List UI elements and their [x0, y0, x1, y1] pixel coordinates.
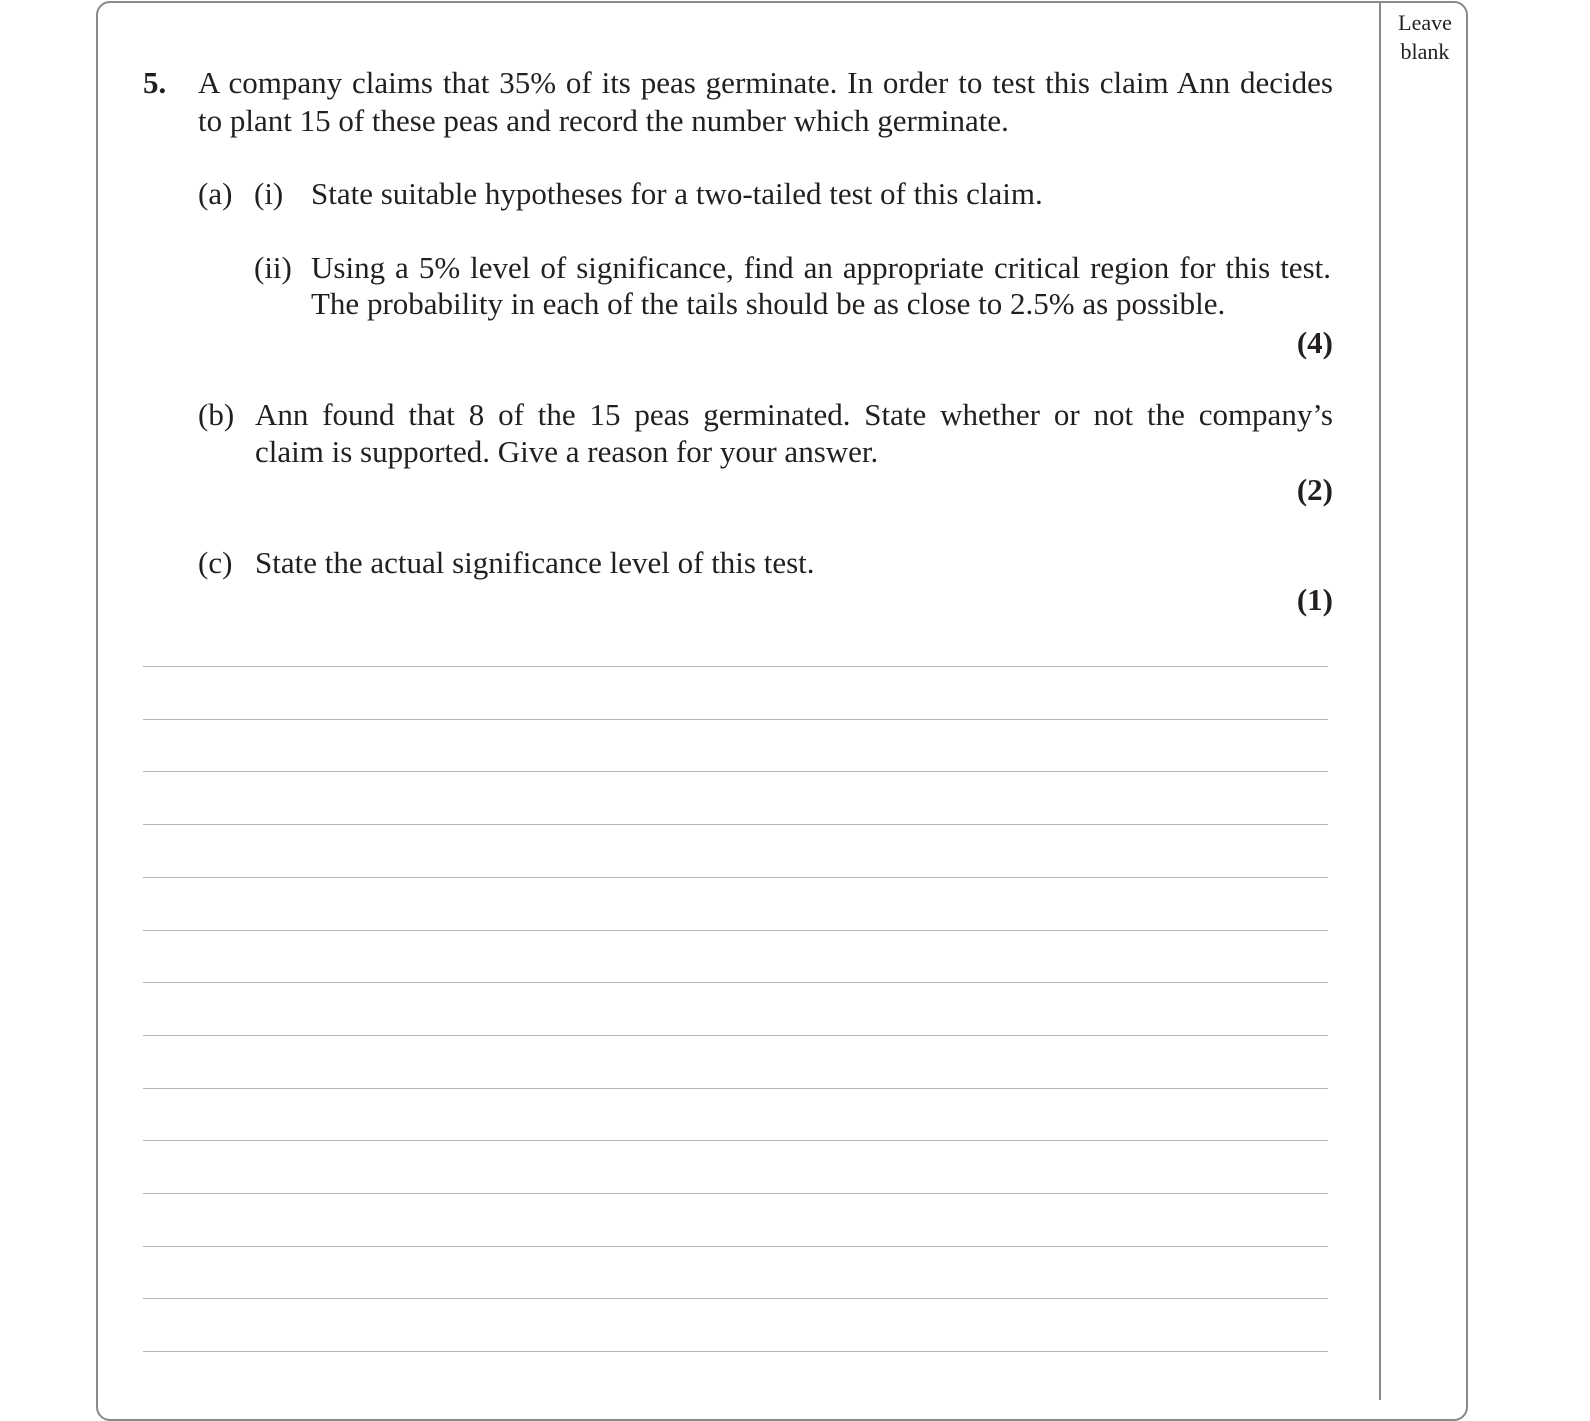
part-c-label: (c) [198, 545, 233, 580]
answer-line[interactable] [143, 1351, 1328, 1352]
answer-line[interactable] [143, 877, 1328, 878]
answer-line[interactable] [143, 719, 1328, 720]
question-number: 5. [143, 65, 167, 100]
question-intro-line1: A company claims that 35% of its peas germinate. In order to test this claim Ann decides [198, 65, 1333, 100]
answer-line[interactable] [143, 930, 1328, 931]
answer-line[interactable] [143, 1246, 1328, 1247]
answer-line[interactable] [143, 1035, 1328, 1036]
leave-blank-line1: Leave [1398, 10, 1452, 35]
answer-line[interactable] [143, 824, 1328, 825]
answer-line[interactable] [143, 1298, 1328, 1299]
part-c-marks: (1) [1296, 582, 1333, 617]
part-a-i-label: (i) [254, 176, 284, 211]
part-b-marks: (2) [1296, 472, 1333, 507]
margin-divider [1379, 2, 1381, 1400]
answer-line[interactable] [143, 982, 1328, 983]
part-a-ii-line2: The probability in each of the tails should be as close to 2.5% as possible. [311, 286, 1226, 321]
answer-line[interactable] [143, 771, 1328, 772]
part-b-line1: Ann found that 8 of the 15 peas germinated. State whether or not the company’s [255, 397, 1333, 432]
question-frame [96, 1, 1468, 1421]
question-intro-line2: to plant 15 of these peas and record the number which germinate. [198, 103, 1009, 138]
answer-line[interactable] [143, 1088, 1328, 1089]
part-a-ii-label: (ii) [254, 250, 292, 285]
part-a-ii-line1: Using a 5% level of significance, find an appropriate critical region for this test. [311, 250, 1331, 285]
part-a-label: (a) [198, 176, 233, 211]
answer-line[interactable] [143, 666, 1328, 667]
part-b-line2: claim is supported. Give a reason for your answer. [255, 434, 879, 469]
answer-line[interactable] [143, 1193, 1328, 1194]
part-b-label: (b) [198, 397, 235, 432]
answer-line[interactable] [143, 1140, 1328, 1141]
leave-blank-line2: blank [1400, 39, 1450, 64]
part-c-text: State the actual significance level of this test. [255, 545, 815, 580]
part-a-i-text: State suitable hypotheses for a two-tailed test of this claim. [311, 176, 1043, 211]
leave-blank-label [1382, 8, 1468, 66]
part-a-marks: (4) [1296, 325, 1333, 360]
